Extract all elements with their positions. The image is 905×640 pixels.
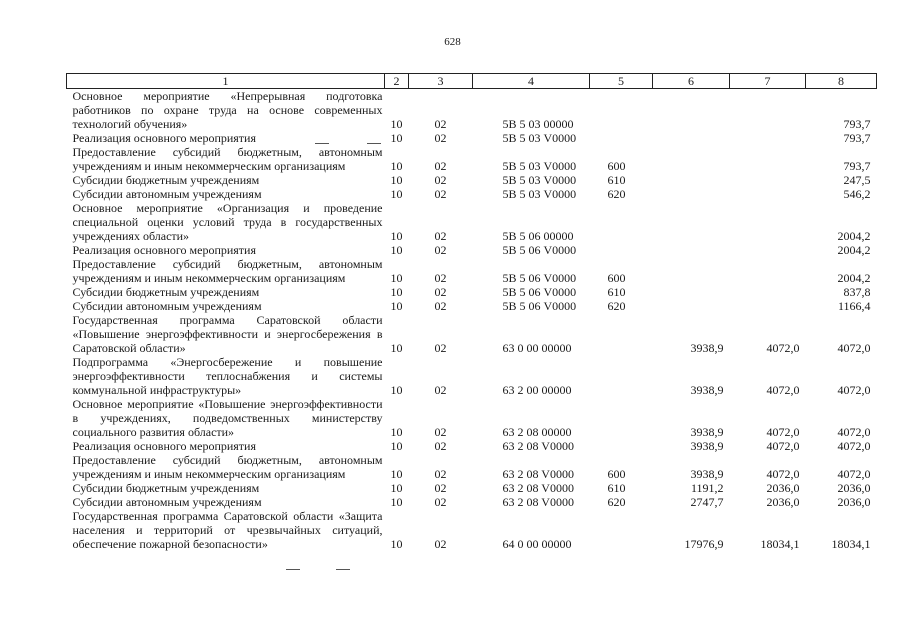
scan-mark bbox=[286, 569, 300, 570]
column-header: 5 bbox=[590, 74, 653, 89]
row-value-3-cell: 2004,2 bbox=[837, 243, 871, 257]
table-row bbox=[67, 299, 877, 313]
column-header: 2 bbox=[385, 74, 409, 89]
row-subsection-cell: 02 bbox=[434, 425, 447, 439]
row-value-1-cell: 1191,2 bbox=[690, 481, 724, 495]
row-expense-type-cell: 620 bbox=[607, 299, 626, 313]
row-value-3-cell: 793,7 bbox=[843, 159, 871, 173]
row-subsection-cell: 02 bbox=[434, 439, 447, 453]
row-expense-type-cell bbox=[590, 313, 653, 355]
row-target-article-cell: 63 0 00 00000 bbox=[502, 341, 572, 355]
row-expense-type-cell bbox=[590, 509, 653, 551]
row-value-1-cell: 2747,7 bbox=[690, 495, 724, 509]
row-value-3-cell: 4072,0 bbox=[837, 383, 871, 397]
row-name-cell: Основное мероприятие «Повышение энергоэффективности в учреждениях, подведомственных министерству социального развития области» bbox=[72, 397, 383, 439]
page-number: 628 bbox=[444, 36, 461, 48]
row-name-cell: Субсидии бюджетным учреждениям bbox=[72, 173, 260, 187]
row-section-cell: 10 bbox=[390, 537, 403, 551]
table-row bbox=[67, 313, 877, 355]
row-value-3-cell: 2036,0 bbox=[837, 481, 871, 495]
row-section-cell: 10 bbox=[390, 173, 403, 187]
row-value-2-cell: 4072,0 bbox=[766, 439, 800, 453]
row-value-3-cell: 4072,0 bbox=[837, 425, 871, 439]
row-subsection-cell: 02 bbox=[434, 467, 447, 481]
column-header: 1 bbox=[67, 74, 385, 89]
row-value-2-cell bbox=[730, 257, 806, 285]
row-value-1-cell: 3938,9 bbox=[690, 341, 724, 355]
table-row bbox=[67, 145, 877, 173]
row-value-2-cell: 4072,0 bbox=[766, 467, 800, 481]
row-value-2-cell bbox=[730, 187, 806, 201]
row-subsection-cell: 02 bbox=[434, 229, 447, 243]
row-expense-type-cell: 600 bbox=[607, 271, 626, 285]
row-name-cell: Предоставление субсидий бюджетным, автономным учреждениям и иным некоммерческим организациям bbox=[72, 453, 383, 481]
row-name-cell: Субсидии автономным учреждениям bbox=[72, 187, 262, 201]
table-row bbox=[67, 285, 877, 299]
row-section-cell: 10 bbox=[390, 243, 403, 257]
row-value-1-cell: 3938,9 bbox=[690, 383, 724, 397]
row-section-cell: 10 bbox=[390, 425, 403, 439]
row-value-3-cell: 2036,0 bbox=[837, 495, 871, 509]
table-row bbox=[67, 257, 877, 285]
row-section-cell: 10 bbox=[390, 481, 403, 495]
row-expense-type-cell: 610 bbox=[607, 481, 626, 495]
row-value-3-cell: 793,7 bbox=[843, 131, 871, 145]
row-subsection-cell: 02 bbox=[434, 159, 447, 173]
row-subsection-cell: 02 bbox=[434, 537, 447, 551]
row-value-2-cell bbox=[730, 173, 806, 187]
row-subsection-cell: 02 bbox=[434, 495, 447, 509]
row-subsection-cell: 02 bbox=[434, 131, 447, 145]
row-value-3-cell: 546,2 bbox=[843, 187, 871, 201]
table-row bbox=[67, 453, 877, 481]
row-subsection-cell: 02 bbox=[434, 383, 447, 397]
column-header: 6 bbox=[653, 74, 730, 89]
table-row bbox=[67, 243, 877, 257]
row-subsection-cell: 02 bbox=[434, 117, 447, 131]
row-target-article-cell: 63 2 08 V0000 bbox=[502, 439, 574, 453]
row-target-article-cell: 63 2 08 V0000 bbox=[502, 467, 574, 481]
row-value-3-cell: 4072,0 bbox=[837, 439, 871, 453]
row-expense-type-cell: 620 bbox=[607, 187, 626, 201]
row-expense-type-cell bbox=[590, 243, 653, 257]
row-section-cell: 10 bbox=[390, 439, 403, 453]
row-target-article-cell: 5В 5 06 V0000 bbox=[502, 285, 577, 299]
row-value-3-cell: 1166,4 bbox=[837, 299, 871, 313]
table-row bbox=[67, 509, 877, 551]
row-value-1-cell bbox=[653, 299, 730, 313]
table-body bbox=[67, 89, 877, 552]
row-value-3-cell: 18034,1 bbox=[831, 537, 871, 551]
row-value-3-cell: 247,5 bbox=[843, 173, 871, 187]
table-header bbox=[67, 74, 877, 89]
table-row bbox=[67, 131, 877, 145]
row-expense-type-cell bbox=[590, 439, 653, 453]
row-section-cell: 10 bbox=[390, 187, 403, 201]
table-row bbox=[67, 397, 877, 439]
row-expense-type-cell bbox=[590, 201, 653, 243]
row-expense-type-cell: 600 bbox=[607, 467, 626, 481]
row-value-1-cell: 3938,9 bbox=[690, 425, 724, 439]
row-target-article-cell: 5В 5 06 V0000 bbox=[502, 271, 577, 285]
row-target-article-cell: 63 2 08 V0000 bbox=[502, 495, 574, 509]
row-value-1-cell bbox=[653, 89, 730, 132]
header-row bbox=[67, 74, 877, 89]
table-row bbox=[67, 439, 877, 453]
row-value-2-cell bbox=[730, 89, 806, 132]
row-subsection-cell: 02 bbox=[434, 187, 447, 201]
row-name-cell: Субсидии бюджетным учреждениям bbox=[72, 481, 260, 495]
row-name-cell: Государственная программа Саратовской области «Повышение энергоэффективности и энергосбережения в Саратовской области» bbox=[72, 313, 383, 355]
row-section-cell: 10 bbox=[390, 271, 403, 285]
row-target-article-cell: 5В 5 06 00000 bbox=[502, 229, 574, 243]
row-value-1-cell bbox=[653, 201, 730, 243]
row-value-2-cell bbox=[730, 299, 806, 313]
table-row bbox=[67, 187, 877, 201]
budget-table bbox=[66, 73, 877, 551]
row-value-1-cell: 3938,9 bbox=[690, 467, 724, 481]
row-value-3-cell: 4072,0 bbox=[837, 467, 871, 481]
row-value-1-cell bbox=[653, 285, 730, 299]
row-expense-type-cell: 600 bbox=[607, 159, 626, 173]
row-name-cell: Реализация основного мероприятия bbox=[72, 439, 256, 453]
row-section-cell: 10 bbox=[390, 229, 403, 243]
row-value-1-cell: 17976,9 bbox=[684, 537, 724, 551]
row-target-article-cell: 5В 5 03 V0000 bbox=[502, 187, 577, 201]
row-expense-type-cell: 620 bbox=[607, 495, 626, 509]
row-expense-type-cell bbox=[590, 131, 653, 145]
row-name-cell: Субсидии бюджетным учреждениям bbox=[72, 285, 260, 299]
row-target-article-cell: 5В 5 03 V0000 bbox=[502, 131, 577, 145]
row-target-article-cell: 5В 5 03 00000 bbox=[502, 117, 574, 131]
row-value-2-cell: 2036,0 bbox=[766, 495, 800, 509]
row-name-cell: Государственная программа Саратовской области «Защита населения и территорий от чрезвычайных ситуаций, обеспечение пожарной безопасности» bbox=[72, 509, 383, 551]
row-name-cell: Предоставление субсидий бюджетным, автономным учреждениям и иным некоммерческим организациям bbox=[72, 145, 383, 173]
row-value-3-cell: 2004,2 bbox=[837, 271, 871, 285]
row-value-2-cell: 2036,0 bbox=[766, 481, 800, 495]
row-subsection-cell: 02 bbox=[434, 271, 447, 285]
row-subsection-cell: 02 bbox=[434, 243, 447, 257]
row-name-cell: Субсидии автономным учреждениям bbox=[72, 495, 262, 509]
row-target-article-cell: 5В 5 03 V0000 bbox=[502, 173, 577, 187]
row-value-2-cell bbox=[730, 131, 806, 145]
row-expense-type-cell bbox=[590, 355, 653, 397]
row-target-article-cell: 5В 5 06 V0000 bbox=[502, 243, 577, 257]
row-target-article-cell: 63 2 08 00000 bbox=[502, 425, 572, 439]
row-section-cell: 10 bbox=[390, 341, 403, 355]
row-value-1-cell bbox=[653, 243, 730, 257]
row-name-cell: Предоставление субсидий бюджетным, автономным учреждениям и иным некоммерческим организациям bbox=[72, 257, 383, 285]
row-subsection-cell: 02 bbox=[434, 341, 447, 355]
row-value-2-cell: 4072,0 bbox=[766, 341, 800, 355]
row-target-article-cell: 63 2 08 V0000 bbox=[502, 481, 574, 495]
row-name-cell: Субсидии автономным учреждениям bbox=[72, 299, 262, 313]
row-value-1-cell bbox=[653, 131, 730, 145]
column-header: 3 bbox=[409, 74, 473, 89]
row-value-3-cell: 837,8 bbox=[843, 285, 871, 299]
row-value-1-cell bbox=[653, 187, 730, 201]
row-name-cell: Основное мероприятие «Непрерывная подготовка работников по охране труда на основе современных технологий обучения» bbox=[72, 89, 383, 131]
row-value-2-cell: 18034,1 bbox=[760, 537, 800, 551]
row-section-cell: 10 bbox=[390, 383, 403, 397]
row-name-cell: Основное мероприятие «Организация и проведение специальной оценки условий труда в государственных учреждениях области» bbox=[72, 201, 383, 243]
row-expense-type-cell bbox=[590, 397, 653, 439]
row-name-cell: Реализация основного мероприятия bbox=[72, 131, 256, 145]
column-header: 4 bbox=[473, 74, 590, 89]
table-row bbox=[67, 201, 877, 243]
row-expense-type-cell bbox=[590, 89, 653, 132]
row-section-cell: 10 bbox=[390, 159, 403, 173]
row-value-2-cell: 4072,0 bbox=[766, 383, 800, 397]
row-value-2-cell bbox=[730, 201, 806, 243]
row-subsection-cell: 02 bbox=[434, 299, 447, 313]
row-value-1-cell bbox=[653, 257, 730, 285]
table-row bbox=[67, 173, 877, 187]
row-value-1-cell bbox=[653, 173, 730, 187]
row-expense-type-cell: 610 bbox=[607, 285, 626, 299]
row-section-cell: 10 bbox=[390, 495, 403, 509]
row-subsection-cell: 02 bbox=[434, 173, 447, 187]
row-value-2-cell bbox=[730, 243, 806, 257]
row-value-2-cell bbox=[730, 145, 806, 173]
row-name-cell: Подпрограмма «Энергосбережение и повышение энергоэффективности теплоснабжения и системы коммунальной инфраструктуры» bbox=[72, 355, 383, 397]
row-value-2-cell bbox=[730, 285, 806, 299]
row-expense-type-cell: 610 bbox=[607, 173, 626, 187]
table-row bbox=[67, 495, 877, 509]
row-value-1-cell bbox=[653, 145, 730, 173]
row-target-article-cell: 63 2 00 00000 bbox=[502, 383, 572, 397]
row-target-article-cell: 5В 5 06 V0000 bbox=[502, 299, 577, 313]
row-section-cell: 10 bbox=[390, 131, 403, 145]
column-header: 8 bbox=[806, 74, 877, 89]
row-section-cell: 10 bbox=[390, 467, 403, 481]
row-value-3-cell: 2004,2 bbox=[837, 229, 871, 243]
table-row bbox=[67, 481, 877, 495]
row-section-cell: 10 bbox=[390, 285, 403, 299]
table-row bbox=[67, 89, 877, 132]
row-section-cell: 10 bbox=[390, 117, 403, 131]
row-value-3-cell: 4072,0 bbox=[837, 341, 871, 355]
scan-mark bbox=[336, 569, 350, 570]
row-target-article-cell: 5В 5 03 V0000 bbox=[502, 159, 577, 173]
row-subsection-cell: 02 bbox=[434, 285, 447, 299]
row-section-cell: 10 bbox=[390, 299, 403, 313]
table-row bbox=[67, 355, 877, 397]
row-subsection-cell: 02 bbox=[434, 481, 447, 495]
row-target-article-cell: 64 0 00 00000 bbox=[502, 537, 572, 551]
column-header: 7 bbox=[730, 74, 806, 89]
row-value-1-cell: 3938,9 bbox=[690, 439, 724, 453]
row-value-3-cell: 793,7 bbox=[843, 117, 871, 131]
row-value-2-cell: 4072,0 bbox=[766, 425, 800, 439]
row-name-cell: Реализация основного мероприятия bbox=[72, 243, 256, 257]
